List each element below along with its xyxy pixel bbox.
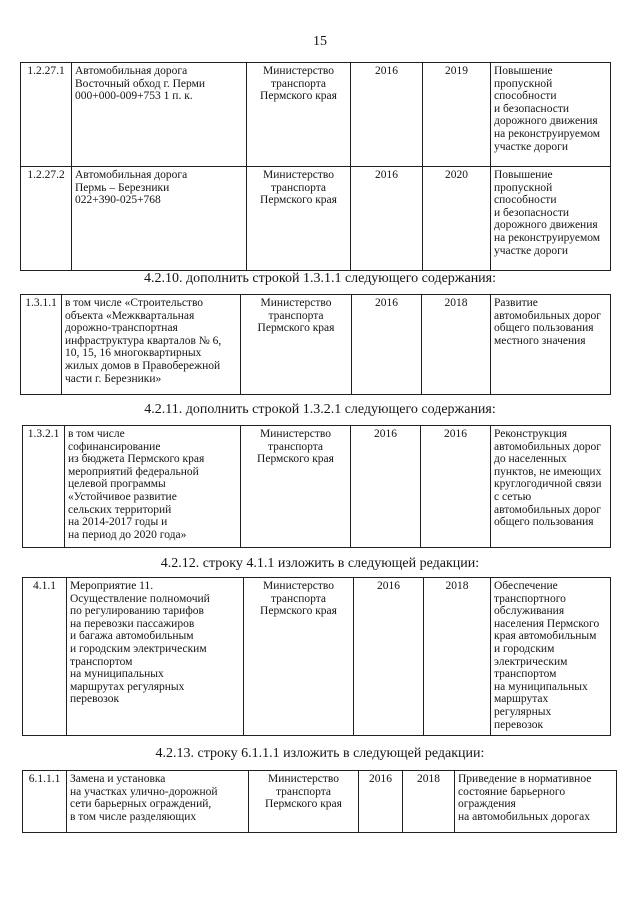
row-executor: Министерство транспорта Пермского края [249, 771, 359, 833]
amendment-heading-4-2-12: 4.2.12. строку 4.1.1 изложить в следующей редакции: [160, 556, 480, 571]
amendment-heading-4-2-11: 4.2.11. дополнить строкой 1.3.2.1 следующего содержания: [144, 402, 496, 417]
row-executor: Министерство транспорта Пермского края [247, 167, 351, 271]
row-start-year: 2016 [352, 295, 422, 395]
table-fragment-3 [22, 425, 611, 548]
table-fragment-5 [22, 770, 617, 833]
table-row [23, 771, 617, 833]
row-code: 1.3.2.1 [23, 426, 65, 548]
program-table [20, 62, 611, 271]
table-row [23, 426, 611, 548]
row-name: Автомобильная дорога Пермь – Березники 022+390-025+768 [72, 167, 247, 271]
row-result: Приведение в нормативное состояние барьерного ограждения на автомобильных дорогах [455, 771, 617, 833]
row-start-year: 2016 [359, 771, 403, 833]
row-end-year: 2018 [422, 295, 491, 395]
row-executor: Министерство транспорта Пермского края [241, 426, 351, 548]
row-result: Реконструкция автомобильных дорог до населенных пунктов, не имеющих круглогодичной связи с сетью автомобильных дорог общего пользования [491, 426, 611, 548]
row-start-year: 2016 [351, 167, 423, 271]
row-end-year: 2019 [423, 63, 491, 167]
table-row [21, 295, 611, 395]
row-end-year: 2018 [424, 578, 491, 736]
table-row [23, 578, 611, 736]
row-end-year: 2020 [423, 167, 491, 271]
row-start-year: 2016 [351, 426, 421, 548]
row-end-year: 2016 [421, 426, 491, 548]
row-code: 1.3.1.1 [21, 295, 62, 395]
row-code: 4.1.1 [23, 578, 67, 736]
table-fragment-2 [20, 294, 611, 395]
row-name: Замена и установка на участках улично-дорожной сети барьерных ограждений, в том числе разделяющих [67, 771, 249, 833]
row-code: 6.1.1.1 [23, 771, 67, 833]
row-result: Повышение пропускной способности и безопасности дорожного движения на реконструируемом участке дороги [491, 167, 611, 271]
program-table [22, 425, 611, 548]
table-row [21, 63, 611, 167]
row-name: в том числе софинансирование из бюджета Пермского края мероприятий федеральной целевой программы «Устойчивое развитие сельских территорий на 2014-2017 годы и на период до 2020 года» [65, 426, 241, 548]
amendment-heading-4-2-13: 4.2.13. строку 6.1.1.1 изложить в следующей редакции: [155, 746, 485, 761]
program-table [20, 294, 611, 395]
row-name: Мероприятие 11. Осуществление полномочий по регулированию тарифов на перевозки пассажиров и багажа автомобильным и городским электрическим транспортом на муниципальных маршрутах регулярных перевозок [67, 578, 244, 736]
program-table [22, 577, 611, 736]
program-table [22, 770, 617, 833]
row-executor: Министерство транспорта Пермского края [244, 578, 354, 736]
row-result: Развитие автомобильных дорог общего пользования местного значения [491, 295, 611, 395]
row-result: Повышение пропускной способности и безопасности дорожного движения на реконструируемом участке дороги [491, 63, 611, 167]
row-start-year: 2016 [354, 578, 424, 736]
row-code: 1.2.27.1 [21, 63, 72, 167]
table-fragment-4 [22, 577, 611, 736]
page-number: 15 [313, 34, 327, 49]
row-name: в том числе «Строительство объекта «Межквартальная дорожно-транспортная инфраструктура кварталов № 6, 10, 15, 16 многоквартирных жилых домов в Правобережной части г. Березники» [62, 295, 241, 395]
row-end-year: 2018 [403, 771, 455, 833]
table-row [21, 167, 611, 271]
row-executor: Министерство транспорта Пермского края [247, 63, 351, 167]
amendment-heading-4-2-10: 4.2.10. дополнить строкой 1.3.1.1 следующего содержания: [143, 271, 497, 286]
row-start-year: 2016 [351, 63, 423, 167]
row-executor: Министерство транспорта Пермского края [241, 295, 352, 395]
table-fragment-1 [20, 62, 611, 271]
row-name: Автомобильная дорога Восточный обход г. Перми 000+000-009+753 1 п. к. [72, 63, 247, 167]
row-code: 1.2.27.2 [21, 167, 72, 271]
row-result: Обеспечение транспортного обслуживания населения Пермского края автомобильным и городским электрическим транспортом на муниципальных маршрутах регулярных перевозок [491, 578, 611, 736]
